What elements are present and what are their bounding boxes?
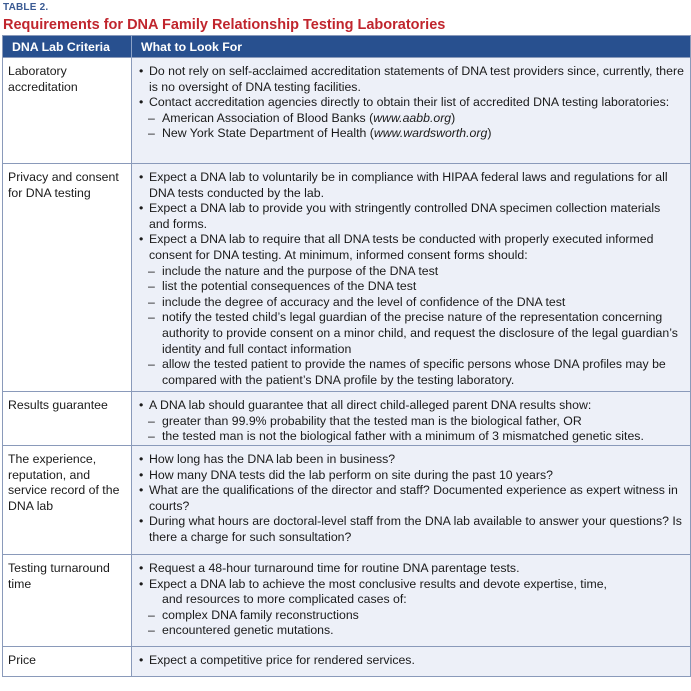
bullet-item	[139, 577, 684, 593]
table-row	[3, 58, 691, 164]
bullet-mark: •	[139, 561, 144, 575]
bullet-item	[139, 64, 684, 95]
sub-item	[139, 623, 684, 639]
bullet-item	[139, 232, 684, 263]
bullet-text: Expect a competitive price for rendered services.	[149, 653, 415, 667]
table-row	[3, 164, 691, 392]
table-row	[3, 446, 691, 555]
criteria-cell: Price	[3, 647, 132, 677]
bullet-text: What are the qualifications of the director and staff? Documented experience as expert witness in courts?	[149, 483, 678, 513]
sub-item	[139, 429, 684, 445]
bullet-text: Contact accreditation agencies directly to obtain their list of accredited DNA testing laboratories:	[149, 95, 670, 110]
table-number: TABLE 2.	[3, 2, 49, 13]
sub-text: include the degree of accuracy and the level of confidence of the DNA test	[162, 294, 566, 309]
url-link[interactable]: www.wardsworth.org	[373, 126, 488, 141]
table-row	[3, 647, 691, 677]
bullet-mark: •	[139, 576, 144, 591]
bullet-text: Expect a DNA lab to voluntarily be in compliance with HIPAA federal laws and regulations for all DNA tests conducted by the lab.	[149, 170, 668, 200]
sub-item	[139, 111, 684, 127]
look-for-cell	[132, 647, 691, 677]
look-for-cell	[132, 58, 691, 164]
sub-text: )	[451, 110, 456, 125]
bullet-mark: •	[139, 653, 144, 667]
bullet-item	[139, 452, 684, 468]
criteria-cell: Privacy and consent for DNA testing	[3, 164, 132, 392]
bullet-mark: •	[139, 514, 144, 529]
bullet-item	[139, 95, 684, 111]
sub-item	[139, 126, 684, 142]
sub-item	[139, 264, 684, 280]
dash-mark: –	[148, 279, 155, 294]
table-title: Requirements for DNA Family Relationship Testing Laboratories	[3, 17, 446, 33]
sub-text: greater than 99.9% probability that the tested man is the biological father, OR	[162, 413, 582, 428]
bullet-item	[139, 201, 684, 232]
dash-mark: –	[148, 607, 155, 622]
sub-item	[139, 279, 684, 295]
bullet-mark: •	[139, 64, 144, 78]
sub-text: allow the tested patient to provide the names of specific persons whose DNA profiles may be compared with the patient’s DNA profile by the testing laboratory.	[162, 357, 666, 387]
bullet-mark: •	[139, 398, 144, 412]
table-row	[3, 555, 691, 647]
bullet-text: Expect a DNA lab to provide you with stringently controlled DNA specimen collection materials and forms.	[149, 201, 661, 231]
bullet-item	[139, 514, 684, 545]
sub-text: American Association of Blood Banks (	[162, 110, 374, 125]
bullet-text: A DNA lab should guarantee that all direct child-alleged parent DNA results show:	[149, 398, 592, 412]
bullet-mark: •	[139, 467, 144, 482]
bullet-continuation: and resources to more complicated cases of:	[162, 592, 407, 607]
bullet-item	[139, 398, 684, 414]
bullet-text: How long has the DNA lab been in business?	[149, 452, 396, 466]
sub-item	[139, 414, 684, 430]
bullet-item	[139, 561, 684, 577]
sub-item	[139, 295, 684, 311]
look-for-cell	[132, 555, 691, 647]
sub-text: the tested man is not the biological father with a minimum of 3 mismatched genetic sites.	[162, 429, 644, 444]
table-header-row	[3, 36, 691, 58]
sub-text: New York State Department of Health (	[162, 126, 374, 141]
dash-mark: –	[148, 294, 155, 309]
bullet-text: Expect a DNA lab to require that all DNA tests be conducted with properly executed informed consent for DNA testing. At minimum, informed consent forms should:	[149, 232, 654, 262]
criteria-cell: Laboratory accreditation	[3, 58, 132, 164]
dash-mark: –	[148, 357, 155, 372]
dash-mark: –	[148, 110, 155, 125]
sub-item	[139, 310, 684, 357]
bullet-mark: •	[139, 170, 144, 184]
bullet-mark: •	[139, 483, 144, 498]
sub-text: notify the tested child’s legal guardian of the precise nature of the representation concerning authority to provide consent on a minor child, and request the disclosure of the legal guardian’s identity and full contact information	[162, 310, 678, 356]
criteria-cell: Testing turnaround time	[3, 555, 132, 647]
sub-text: include the nature and the purpose of the DNA test	[162, 263, 439, 278]
dash-mark: –	[148, 310, 155, 325]
bullet-text: Expect a DNA lab to achieve the most conclusive results and devote expertise, time,	[149, 576, 607, 591]
bullet-text: During what hours are doctoral-level staff from the DNA lab available to answer your questions? Is there a charge for such sonsultation?	[149, 514, 682, 544]
bullet-item	[139, 468, 684, 484]
bullet-mark: •	[139, 452, 144, 466]
requirements-table	[2, 35, 691, 677]
dash-mark: –	[148, 429, 155, 444]
header-what-to-look-for: What to Look For	[132, 36, 691, 58]
dash-mark: –	[148, 263, 155, 278]
header-criteria: DNA Lab Criteria	[3, 36, 132, 58]
sub-item	[139, 357, 684, 388]
look-for-cell	[132, 164, 691, 392]
dash-mark: –	[148, 126, 155, 141]
bullet-text: Do not rely on self-acclaimed accreditation statements of DNA test providers since, currently, there is no oversight of DNA testing facilities.	[149, 64, 684, 94]
sub-text: )	[487, 126, 492, 141]
sub-text: encountered genetic mutations.	[162, 623, 334, 638]
sub-item	[139, 608, 684, 624]
dash-mark: –	[148, 413, 155, 428]
sub-text: list the potential consequences of the DNA test	[162, 279, 417, 294]
bullet-text: Request a 48-hour turnaround time for routine DNA parentage tests.	[149, 561, 520, 575]
bullet-item	[139, 653, 684, 669]
bullet-mark: •	[139, 201, 144, 216]
sub-text: complex DNA family reconstructions	[162, 607, 359, 622]
bullet-mark: •	[139, 232, 144, 247]
look-for-cell	[132, 446, 691, 555]
table-row	[3, 392, 691, 446]
bullet-text: How many DNA tests did the lab perform on site during the past 10 years?	[149, 467, 553, 482]
bullet-item	[139, 170, 684, 201]
look-for-cell	[132, 392, 691, 446]
criteria-cell: The experience, reputation, and service record of the DNA lab	[3, 446, 132, 555]
url-link[interactable]: www.aabb.org	[373, 110, 452, 125]
bullet-item	[139, 483, 684, 514]
criteria-cell: Results guarantee	[3, 392, 132, 446]
dash-mark: –	[148, 623, 155, 638]
bullet-mark: •	[139, 95, 144, 110]
